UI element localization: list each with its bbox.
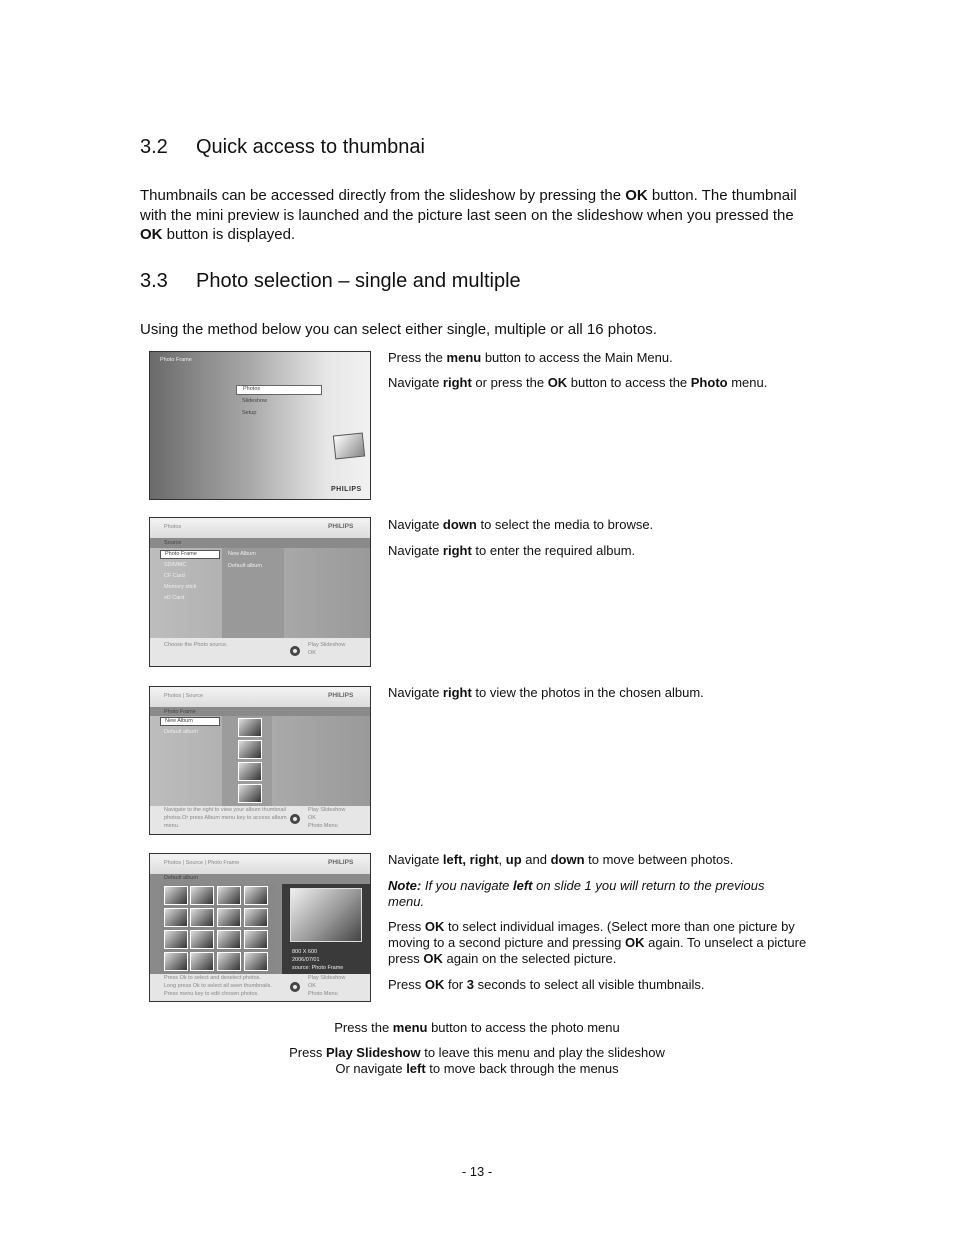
grid-thumbnail	[190, 930, 214, 949]
grid-thumbnail	[190, 886, 214, 905]
brand-logo: PHILIPS	[328, 859, 354, 866]
section-number: 3.3	[140, 270, 168, 292]
footer-line-3: Or navigate left to move back through the menus	[335, 1061, 619, 1076]
legend-play-slideshow: Play Slideshow	[308, 975, 346, 981]
menu-item-slideshow: Slideshow	[242, 398, 268, 404]
panel-header: Source	[164, 540, 182, 546]
grid-thumbnail	[244, 952, 268, 971]
source-memory-stick: Memory stick	[164, 584, 197, 590]
section-number: 3.2	[140, 136, 168, 158]
menu-item-photos: Photos	[236, 385, 322, 395]
hint-text: Choose the Photo source.	[164, 642, 228, 648]
menu-item-setup: Setup	[242, 410, 257, 416]
step2-line2: Navigate right to enter the required album.	[388, 543, 636, 558]
breadcrumb: Photos | Source	[164, 693, 204, 699]
album-default: Default album	[228, 563, 262, 569]
photos-icon	[333, 432, 365, 459]
source-cf-card: CF Card	[164, 573, 185, 579]
hint-line-3: Press menu key to edit chosen photos.	[164, 991, 259, 997]
preview-resolution: 800 X 600	[292, 949, 318, 955]
grid-thumbnail	[217, 886, 241, 905]
screen-title: Photo Frame	[160, 357, 192, 363]
hint-line-1: Navigate to the right to view your album thumbnail	[164, 807, 286, 813]
grid-thumbnail	[244, 930, 268, 949]
page-number: - 13 -	[461, 1164, 493, 1179]
grid-thumbnail	[244, 886, 268, 905]
screenshot-album-view	[149, 686, 371, 835]
brand-logo: PHILIPS	[331, 486, 362, 493]
thumbnail-grid	[160, 884, 276, 974]
paragraph-3-2: Thumbnails can be accessed directly from the slideshow by pressing the OK button. The thumbnail with the mini preview is launched and the picture last seen on the slideshow when you pressed the OK button is displayed.	[140, 187, 797, 243]
grid-thumbnail	[244, 908, 268, 927]
source-sdmmc: SD/MMC	[164, 562, 187, 568]
step1-line1: Press the menu button to access the Main Menu.	[388, 350, 673, 365]
album-new: New Album	[160, 717, 220, 726]
legend-ok: OK	[308, 815, 316, 821]
album-thumbnail	[238, 784, 262, 803]
panel-header: Default album	[164, 875, 198, 881]
preview-date: 2006/07/01	[292, 957, 320, 963]
section-heading-3-2	[140, 136, 425, 159]
preview-image	[290, 888, 362, 942]
step4-para1: Press OK to select individual images. (Select more than one picture by moving to a second picture and pressing OK again. To unselect a picture press OK again on the selected picture.	[388, 919, 807, 966]
step4-para2: Press OK for 3 seconds to select all visible thumbnails.	[388, 977, 705, 992]
album-thumbnail	[238, 718, 262, 737]
breadcrumb: Photos | Source | Photo Frame	[164, 860, 240, 866]
ok-button-icon	[290, 646, 300, 656]
grid-thumbnail	[217, 908, 241, 927]
legend-play-slideshow: Play Slideshow	[308, 807, 346, 813]
grid-thumbnail	[217, 930, 241, 949]
album-column	[222, 548, 284, 638]
album-new: New Album	[228, 551, 256, 557]
legend-ok: OK	[308, 983, 316, 989]
breadcrumb: Photos	[164, 524, 182, 530]
step4-note: Note: If you navigate left on slide 1 you will return to the previous menu.	[388, 878, 765, 909]
section-heading-3-3	[140, 270, 521, 293]
paragraph-3-3: Using the method below you can select either single, multiple or all 16 photos.	[140, 321, 657, 338]
preview-source: source: Photo Frame	[292, 965, 344, 971]
source-xd-card: xD Card	[164, 595, 185, 601]
legend-photo-menu: Photo Menu	[308, 823, 338, 829]
album-thumbnail	[238, 740, 262, 759]
brand-logo: PHILIPS	[328, 523, 354, 530]
brand-logo: PHILIPS	[328, 692, 354, 699]
grid-thumbnail	[164, 952, 188, 971]
footer-line-1: Press the menu button to access the photo menu	[334, 1020, 620, 1035]
screenshot-source-select	[149, 517, 371, 667]
step1-line2: Navigate right or press the OK button to access the Photo menu.	[388, 375, 768, 390]
hint-line-2: Long press Ok to select all seen thumbnails.	[164, 983, 272, 989]
step4-line1: Navigate left, right, up and down to move between photos.	[388, 852, 734, 867]
screenshot-thumbnail-grid	[149, 853, 371, 1002]
album-thumbnail	[238, 762, 262, 781]
footer-line-2: Press Play Slideshow to leave this menu and play the slideshow	[289, 1045, 665, 1060]
ok-button-icon	[290, 982, 300, 992]
album-default: Default album	[164, 729, 198, 735]
section-title: Photo selection – single and multiple	[196, 270, 521, 292]
hint-line-3: menu.	[164, 823, 180, 829]
source-photo-frame: Photo Frame	[160, 550, 220, 559]
grid-thumbnail	[164, 886, 188, 905]
panel-header: Photo Frame	[164, 709, 196, 715]
grid-thumbnail	[190, 952, 214, 971]
grid-thumbnail	[190, 908, 214, 927]
grid-thumbnail	[164, 908, 188, 927]
legend-ok: OK	[308, 650, 316, 656]
section-title: Quick access to thumbnai	[196, 136, 425, 158]
legend-play-slideshow: Play Slideshow	[308, 642, 346, 648]
step3-line1: Navigate right to view the photos in the chosen album.	[388, 685, 704, 700]
legend-photo-menu: Photo Menu	[308, 991, 338, 997]
grid-thumbnail	[217, 952, 241, 971]
ok-button-icon	[290, 814, 300, 824]
grid-thumbnail	[164, 930, 188, 949]
screenshot-main-menu	[149, 351, 371, 500]
hint-line-1: Press Ok to select and deselect photos.	[164, 975, 261, 981]
hint-line-2: photos.Or press Album menu key to access album	[164, 815, 287, 821]
step2-line1: Navigate down to select the media to browse.	[388, 517, 654, 532]
